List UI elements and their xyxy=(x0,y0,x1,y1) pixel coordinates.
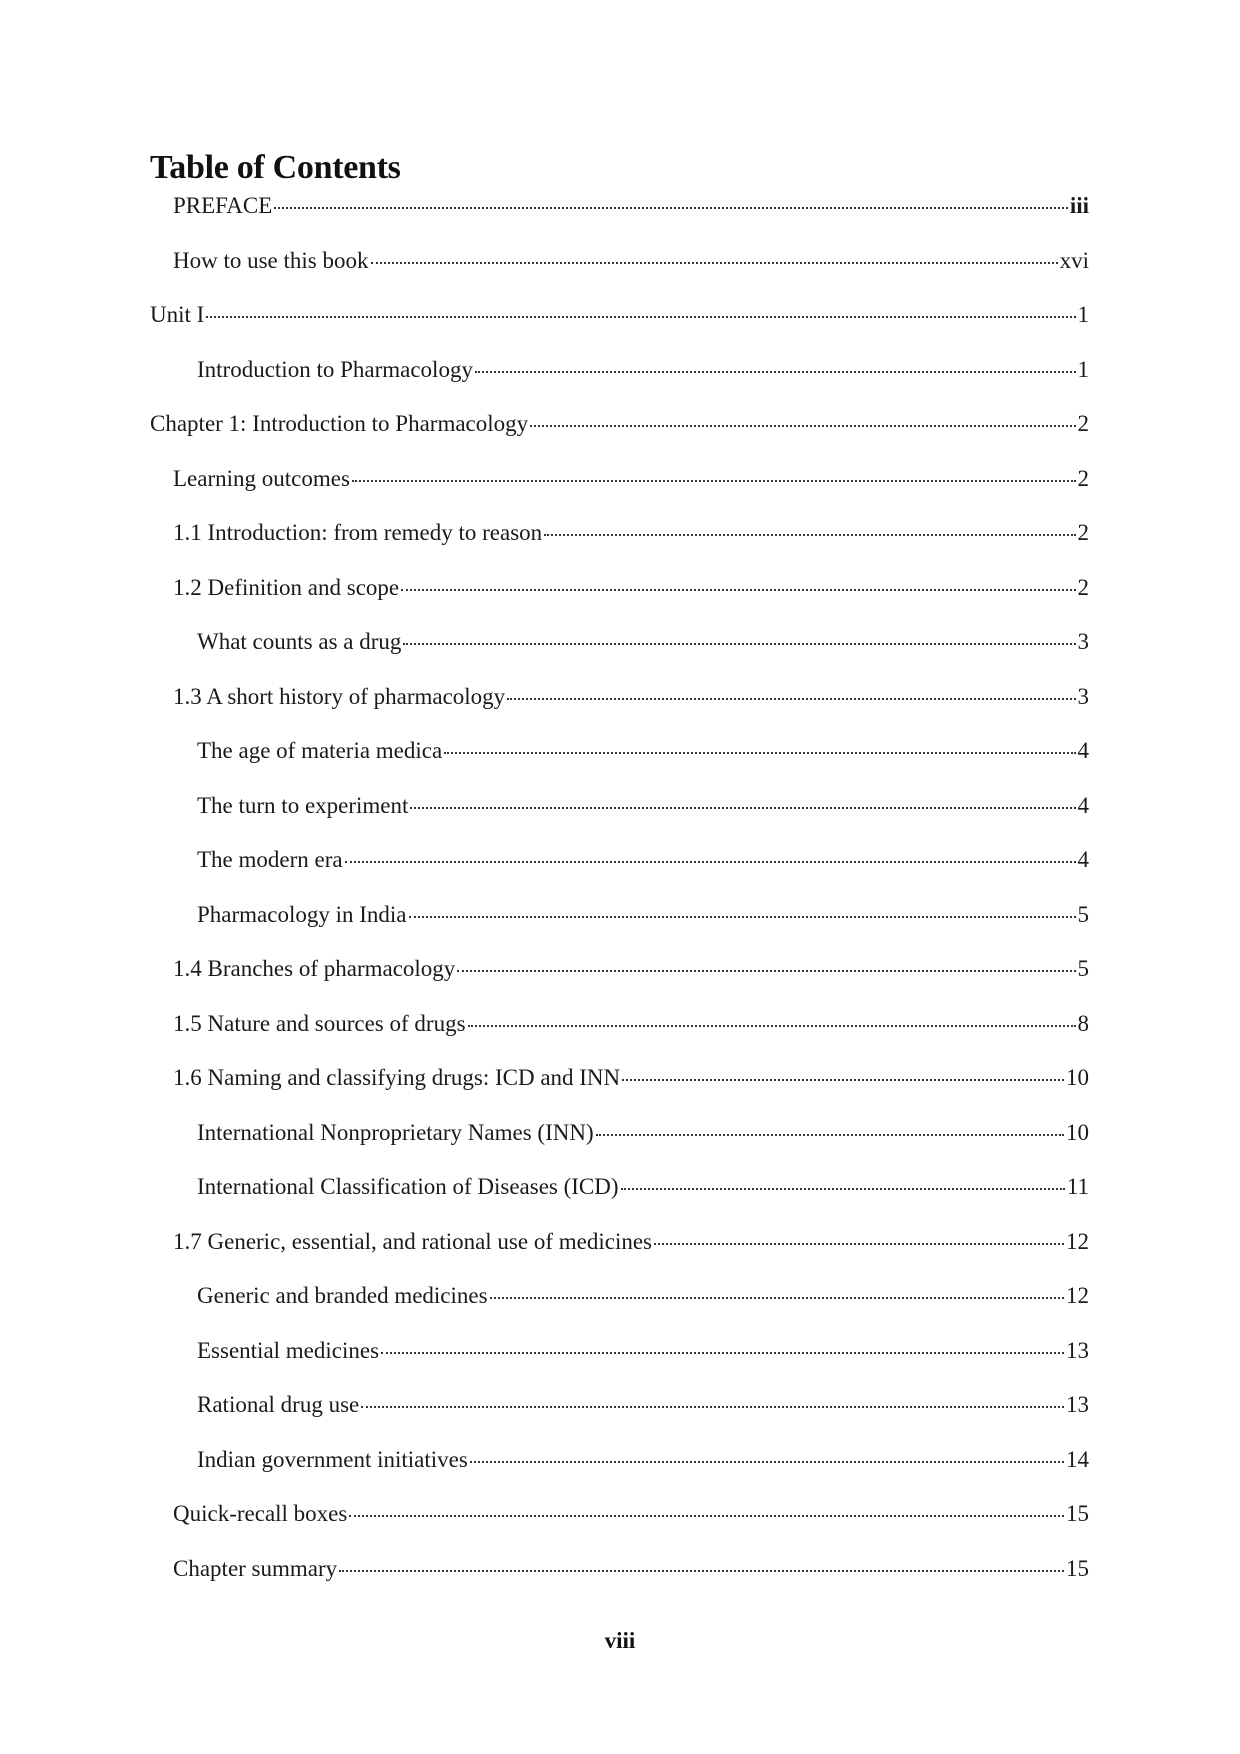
toc-entry-page: 4 xyxy=(1077,793,1089,818)
toc-entry[interactable] xyxy=(173,1554,1089,1584)
toc-entry-page: 2 xyxy=(1077,411,1089,436)
toc-entry[interactable] xyxy=(173,1499,1089,1529)
toc-dot-leader xyxy=(371,262,1058,264)
toc-entry-page: 10 xyxy=(1066,1120,1089,1145)
toc-entry-page: 5 xyxy=(1077,902,1089,927)
toc-dot-leader xyxy=(475,371,1076,373)
toc-entry-page: 1 xyxy=(1077,302,1089,327)
toc-dot-leader xyxy=(339,1570,1064,1572)
toc-entry-title: 1.7 Generic, essential, and rational use of medicines xyxy=(173,1229,653,1254)
toc-dot-leader xyxy=(596,1134,1064,1136)
toc-entry[interactable] xyxy=(173,191,1089,221)
toc-entry-page: 2 xyxy=(1077,575,1089,600)
toc-entry-page: 3 xyxy=(1077,629,1089,654)
toc-entry-title: The age of materia medica xyxy=(197,738,443,763)
toc-entry-title: 1.5 Nature and sources of drugs xyxy=(173,1011,466,1036)
toc-entry-page: 15 xyxy=(1066,1556,1089,1581)
toc-entry-title: International Classification of Diseases (ICD) xyxy=(197,1174,619,1199)
toc-entry-page: 3 xyxy=(1077,684,1089,709)
toc-entry-page: 5 xyxy=(1077,956,1089,981)
toc-entry-page: iii xyxy=(1069,193,1089,218)
toc-dot-leader xyxy=(410,807,1075,809)
toc-dot-leader xyxy=(544,534,1075,536)
toc-entry-title: Unit I xyxy=(150,302,205,327)
toc-entry-title: Indian government initiatives xyxy=(197,1447,468,1472)
toc-entry[interactable] xyxy=(150,300,1089,330)
toc-dot-leader xyxy=(530,425,1075,427)
toc-entry-title: How to use this book xyxy=(173,248,369,273)
toc-entry[interactable] xyxy=(150,409,1089,439)
toc-entry[interactable] xyxy=(173,1227,1089,1257)
toc-entry[interactable] xyxy=(197,1281,1089,1311)
toc-entry[interactable] xyxy=(197,900,1089,930)
toc-entry-page: 4 xyxy=(1077,738,1089,763)
toc-entry-title: Pharmacology in India xyxy=(197,902,407,927)
toc-dot-leader xyxy=(507,698,1075,700)
toc-entry-title: 1.2 Definition and scope xyxy=(173,575,400,600)
toc-entry[interactable] xyxy=(173,1009,1089,1039)
toc-dot-leader xyxy=(401,589,1075,591)
toc-entry-page: 4 xyxy=(1077,847,1089,872)
toc-entry-title: PREFACE xyxy=(173,193,273,218)
toc-entry-title: Essential medicines xyxy=(197,1338,380,1363)
toc-dot-leader xyxy=(654,1243,1064,1245)
toc-dot-leader xyxy=(352,480,1076,482)
toc-entry[interactable] xyxy=(197,1445,1089,1475)
toc-entry[interactable] xyxy=(173,954,1089,984)
toc-dot-leader xyxy=(444,752,1075,754)
toc-entry-page: xvi xyxy=(1059,248,1089,273)
toc-entry[interactable] xyxy=(173,246,1089,276)
toc-dot-leader xyxy=(470,1461,1064,1463)
toc-dot-leader xyxy=(621,1188,1065,1190)
toc-entry-page: 15 xyxy=(1066,1501,1089,1526)
toc-heading: Table of Contents xyxy=(150,149,401,186)
toc-entry-title: 1.6 Naming and classifying drugs: ICD and INN xyxy=(173,1065,621,1090)
toc-entry[interactable] xyxy=(173,464,1089,494)
toc-entry-title: The modern era xyxy=(197,847,343,872)
toc-entry-page: 8 xyxy=(1077,1011,1089,1036)
toc-entry-page: 11 xyxy=(1066,1174,1089,1199)
toc-entry[interactable] xyxy=(197,791,1089,821)
toc-dot-leader xyxy=(468,1025,1076,1027)
toc-dot-leader xyxy=(409,916,1076,918)
toc-entry-title: International Nonproprietary Names (INN) xyxy=(197,1120,594,1145)
toc-dot-leader xyxy=(403,643,1075,645)
page-number: viii xyxy=(604,1628,636,1653)
toc-entry[interactable] xyxy=(173,682,1089,712)
toc-entry[interactable] xyxy=(197,1390,1089,1420)
toc-entry-title: Learning outcomes xyxy=(173,466,350,491)
toc-entry-page: 12 xyxy=(1066,1283,1089,1308)
toc-entry-page: 2 xyxy=(1077,520,1089,545)
toc-dot-leader xyxy=(381,1352,1064,1354)
toc-entry-title: 1.1 Introduction: from remedy to reason xyxy=(173,520,543,545)
toc-entry-title: Chapter summary xyxy=(173,1556,338,1581)
toc-entry[interactable] xyxy=(173,518,1089,548)
toc-entry-title: Rational drug use xyxy=(197,1392,360,1417)
toc-entry[interactable] xyxy=(197,845,1089,875)
toc-entry[interactable] xyxy=(197,736,1089,766)
toc-entry-title: The turn to experiment xyxy=(197,793,409,818)
toc-entry[interactable] xyxy=(197,355,1089,385)
toc-entry-page: 2 xyxy=(1077,466,1089,491)
toc-dot-leader xyxy=(349,1515,1064,1517)
toc-entry-title: What counts as a drug xyxy=(197,629,402,654)
toc-entry-page: 12 xyxy=(1066,1229,1089,1254)
toc-entry[interactable] xyxy=(197,1118,1089,1148)
toc-dot-leader xyxy=(361,1406,1064,1408)
toc-entry[interactable] xyxy=(173,573,1089,603)
toc-entry[interactable] xyxy=(173,1063,1089,1093)
toc-dot-leader xyxy=(345,861,1076,863)
toc-entry-title: Chapter 1: Introduction to Pharmacology xyxy=(150,411,529,436)
toc-entry-page: 10 xyxy=(1066,1065,1089,1090)
toc-entry[interactable] xyxy=(197,1172,1089,1202)
toc-entry-page: 13 xyxy=(1066,1392,1089,1417)
toc-entry[interactable] xyxy=(197,627,1089,657)
toc-dot-leader xyxy=(206,316,1075,318)
toc-entry-page: 14 xyxy=(1066,1447,1089,1472)
toc-entry-title: 1.4 Branches of pharmacology xyxy=(173,956,456,981)
toc-entry-title: 1.3 A short history of pharmacology xyxy=(173,684,506,709)
toc-dot-leader xyxy=(274,207,1068,209)
toc-dot-leader xyxy=(490,1297,1064,1299)
toc-entry-title: Introduction to Pharmacology xyxy=(197,357,473,382)
toc-entry-page: 1 xyxy=(1077,357,1089,382)
toc-entry-title: Quick-recall boxes xyxy=(173,1501,348,1526)
toc-entry-page: 13 xyxy=(1066,1338,1089,1363)
toc-entry[interactable] xyxy=(197,1336,1089,1366)
toc-dot-leader xyxy=(622,1079,1064,1081)
toc-dot-leader xyxy=(457,970,1075,972)
toc-entry-title: Generic and branded medicines xyxy=(197,1283,488,1308)
